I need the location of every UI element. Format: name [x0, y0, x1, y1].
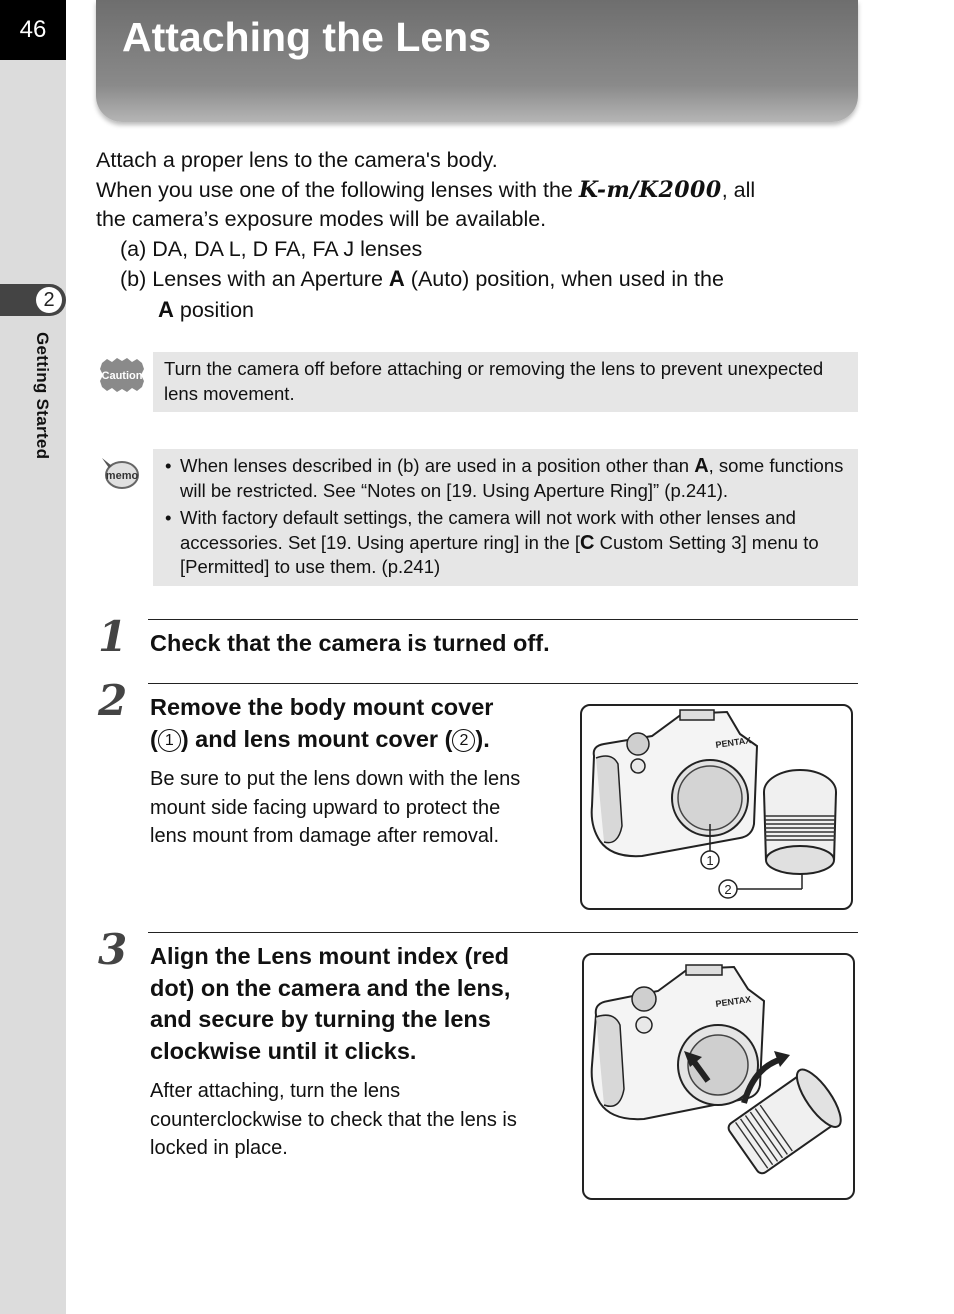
step-1-number: 1: [98, 612, 128, 661]
step-3-body: After attaching, turn the lens counterclockwise to check that the lens is locked in place.: [150, 1080, 517, 1159]
chapter-number: 2: [36, 287, 62, 313]
lens-item-b-cont: [96, 295, 866, 326]
step-2-heading-line-1: Remove the body mount cover: [150, 694, 494, 720]
figure-attach-lens: [582, 953, 855, 1200]
intro-line-1: Attach a proper lens to the camera's body.: [96, 148, 498, 172]
step-2-heading-mid: ) and lens mount cover (: [180, 725, 453, 752]
caution-icon: [98, 356, 146, 394]
camera-model-logo: K-m/K2000: [578, 176, 722, 203]
lens-item-b-text: (b) Lenses with an Aperture: [120, 267, 383, 291]
figure-callout-2: 2: [724, 882, 732, 897]
memo-icon: [98, 454, 142, 494]
memo-icon-label: memo: [105, 470, 139, 482]
figure-1-brand-label: PENTAX: [714, 735, 752, 750]
intro-text: [96, 146, 866, 325]
intro-line-2: [96, 176, 866, 206]
page-number: 46: [0, 0, 66, 60]
caution-note: Turn the camera off before attaching or removing the lens to prevent unexpected lens movement.: [153, 352, 858, 412]
intro-line-3: the camera’s exposure modes will be available.: [96, 207, 547, 231]
lens-item-a: (a) DA, DA L, D FA, FA J lenses: [120, 236, 423, 261]
aperture-a-symbol-3: A: [694, 455, 709, 477]
callout-2-marker: 2: [452, 729, 475, 752]
step-2-number: 2: [98, 676, 128, 725]
memo-bullet-2-text: With factory default settings, the camera will not work with other lenses and accessories. Set [19. Using aperture ring] in the [: [180, 507, 796, 553]
intro-line-2-text: When you use one of the following lenses with the: [96, 177, 573, 202]
step-3-rule: [148, 932, 858, 933]
figure-callout-1: 1: [706, 853, 714, 868]
chapter-label: Getting Started: [33, 332, 52, 460]
memo-bullet-1-text: When lenses described in (b) are used in a position other than: [180, 455, 690, 476]
memo-bullet-1: [163, 454, 848, 503]
aperture-a-symbol: A: [388, 266, 405, 291]
memo-bullet-1-end: , some functions will be restricted. See “Notes on [19. Using Aperture Ring]” (p.241).: [180, 455, 844, 501]
step-1-heading: Check that the camera is turned off.: [150, 630, 550, 656]
caution-icon-label: Caution: [101, 370, 143, 382]
step-3-number: 3: [98, 925, 128, 974]
figure-2-brand-label: PENTAX: [714, 994, 752, 1009]
lens-item-b-cont-text: position: [179, 297, 254, 322]
step-1-rule: [148, 619, 858, 620]
camera-body-and-lens-illustration: [582, 706, 851, 908]
memo-note: [153, 449, 858, 586]
memo-bullet-2-end: Custom Setting 3] menu to [Permitted] to use them. (p.241): [180, 531, 819, 577]
step-2-heading-close: ).: [475, 725, 490, 752]
step-3-heading: Align the Lens mount index (red dot) on the camera and the lens, and secure by turning the lens clockwise until it clicks.: [150, 943, 511, 1064]
figure-remove-covers: [580, 704, 853, 910]
step-2-rule: [148, 683, 858, 684]
lens-item-b: [96, 264, 866, 295]
custom-menu-symbol: C: [580, 531, 595, 554]
step-2-body: Be sure to put the lens down with the lens mount side facing upward to protect the lens mount from damage after removal.: [150, 768, 521, 847]
page-title: Attaching the Lens: [122, 14, 492, 60]
step-2-heading-line-2: [150, 724, 570, 756]
step-2-heading: [150, 692, 570, 755]
memo-bullet-2: [163, 506, 848, 580]
aperture-a-symbol-2: A: [158, 296, 174, 322]
attach-lens-illustration: [584, 955, 853, 1198]
step-2-heading-open: (: [150, 725, 158, 752]
callout-1-marker: 1: [158, 729, 181, 752]
lens-item-b-text-2: (Auto) position, when used in the: [410, 267, 724, 291]
intro-line-2-end: , all: [721, 177, 756, 202]
chapter-sidebar: [0, 0, 66, 1314]
